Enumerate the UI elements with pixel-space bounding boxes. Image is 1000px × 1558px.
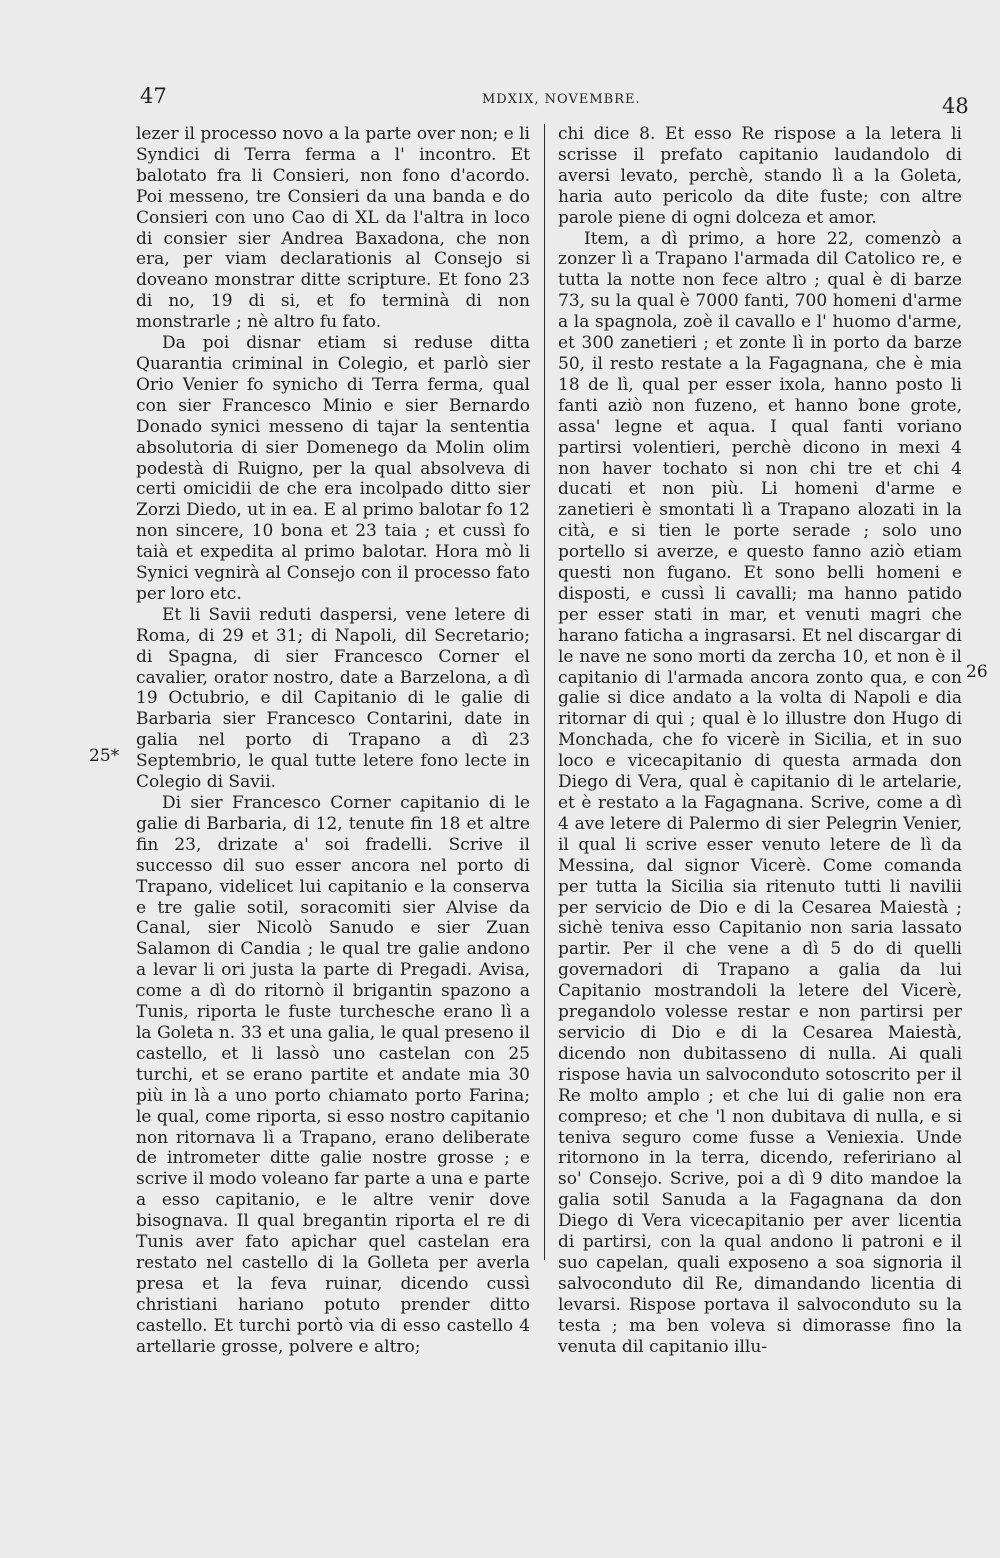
page-number-right: 48: [942, 94, 969, 118]
page-header: [0, 84, 1000, 124]
left-column: [136, 124, 530, 1357]
right-column: [558, 124, 962, 1357]
page-number-left: 47: [140, 84, 167, 108]
column-divider: [544, 124, 545, 1260]
left-paragraph-3: Et li Savii reduti daspersi, vene letere di Roma, di 29 et 31; di Napoli, dil Secretario; di Spagna, di sier Francesco Corner el cavalier, orator nostro, date a Barzelona, a dì 19 Octubrio, e dil Capitanio di le galie di Barbaria sier Francesco Contarini, date in galia nel porto di Trapano a dì 23 Septembrio, le qual tutte letere fono lecte in Colegio di Savii.: [136, 604, 530, 793]
right-paragraph-2: Item, a dì primo, a hore 22, comenzò a zonzer lì a Trapano l'armada dil Catolico re, e tutta la notte non fece altro ; qual è di barze 73, su la qual è 7000 fanti, 700 homeni d'arme a la spagnola, zoè il cavallo e l' huomo d'arme, et 300 zanetieri ; et zonte lì in porto da barze 50, il resto restate a la Fagagnana, che è mia 18 de lì, qual per esser ixola, hanno posto li fanti aziò non fuzeno, et hanno bone grote, assa' legne et aqua. I qual fanti voriano partirsi volentieri, perchè dicono in mexi 4 non haver tochato si non chi tre et chi 4 ducati et non più. Li homeni d'arme e zanetieri è smontati lì a Trapano alozati in la cità, e si tien le porte serade ; solo uno portello si averze, e questo fanno aziò etiam questi non fugano. Et sono belli homeni e disposti, e cussì li cavalli; ma hanno patido per esser stati in mar, et venuti magri che harano faticha a ingrasarsi. Et nel discargar di le nave ne sono morti da zercha 10, et non è il capitanio di l'armada ancora zonto qua, e con galie si dice andato a la volta di Napoli e dia ritornar di qui ; qual è lo illustre don Hugo di Monchada, che fo vicerè in Sicilia, et in suo loco e vicecapitanio di questa armada don Diego di Vera, qual è capitanio di le artelarie, et è restato a la Fagagnana. Scrive, come a dì 4 ave letere di Palermo di sier Pelegrin Venier, il qual li scrive esser venuto letere de lì da Messina, dal signor Vicerè. Come comanda per tutta la Sicilia sia ritenuto tutti li navilii per servicio de Dio e di la Cesarea Maiestà ; sichè teniva esso Capitanio non saria lassato partir. Per il che vene a dì 5 do di quelli governadori di Trapano a galia da lui Capitanio mostrandoli la letere del Vicerè, pregandolo volesse restar e non partirsi per servicio di Dio e di la Cesarea Maiestà, dicendo non dubitasseno di nulla. Ai quali rispose havia un salvoconduto sotoscrito per il Re molto amplo ; et che lui di galie non era compreso; et che 'l non dubitava di nulla, e si teniva seguro come fusse a Veniexia. Unde ritornono in la terra, dicendo, refeririano al so' Consejo. Scrive, poi a dì 9 dito mandoe la galia sotil Sanuda a la Fagagnana da don Diego di Vera vicecapitanio per aver licentia di partirsi, con la qual andono li patroni e il suo capelan, quali exposeno a soa signoria il salvoconduto dil Re, dimandando licentia di levarsi. Rispose portava il salvoconduto su la testa ; ma ben voleva si dimorasse fino la venuta dil capitanio illu-: [558, 228, 962, 1357]
margin-note-right: 26: [966, 662, 988, 682]
right-paragraph-1: chi dice 8. Et esso Re rispose a la letera li scrisse il prefato capitanio laudandolo di aversi levato, perchè, stando lì a la Goleta, haria auto pericolo da dite fuste; con altre parole piene di ogni dolceza et amor.: [558, 124, 962, 228]
left-paragraph-1: lezer il processo novo a la parte over non; e li Syndici di Terra ferma a l' incontro. Et balotato fra li Consieri, non fono d'acordo. Poi messeno, tre Consieri da una banda e do Consieri con uno Cao di XL da l'altra in loco di consier sier Andrea Baxadona, che non era, per viam declarationis al Consejo si doveano monstrar ditte scripture. Et fono 23 di no, 19 di si, et fo terminà di non monstrarle ; nè altro fu fato.: [136, 124, 530, 333]
running-title: MDXIX, NOVEMBRE.: [482, 92, 641, 107]
left-paragraph-2: Da poi disnar etiam si reduse ditta Quarantia criminal in Colegio, et parlò sier Orio Venier fo synicho di Terra ferma, qual con sier Francesco Minio e sier Bernardo Donado synici messeno di tajar la sententia absolutoria di sier Domenego da Molin olim podestà di Ruigno, per la qual absolveva di certi omicidii de che era incolpado ditto sier Zorzi Diedo, ut in ea. E al primo balotar fo 12 non sincere, 10 bona et 23 taia ; et cussì fo taià et expedita al primo balotar. Hora mò li Synici vegnirà al Consejo con il processo fato per loro etc.: [136, 333, 530, 604]
left-paragraph-4: Di sier Francesco Corner capitanio di le galie di Barbaria, di 12, tenute fin 18 et altre fin 23, drizate a' soi fradelli. Scrive il successo dil suo esser ancora nel porto di Trapano, videlicet lui capitanio e la conserva e tre galie sotil, soracomiti sier Alvise da Canal, sier Nicolò Sanudo e sier Zuan Salamon di Candia ; le qual tre galie andono a levar li ori justa la parte di Pregadi. Avisa, come a dì do ritornò il brigantin spazono a Tunis, riporta le fuste turchesche erano lì a la Goleta n. 33 et una galia, le qual preseno il castello, et li lassò uno castelan con 25 turchi, et se erano partite et andate mia 30 più in là a uno porto chiamato porto Farina; le qual, come riporta, si esso nostro capitanio non ritornava lì a Trapano, erano deliberate de intrometer ditte galie nostre grosse ; e scrive il modo voleano far parte a una e parte a esso capitanio, e le altre venir dove bisognava. Il qual bregantin riporta el re di Tunis aver fato apichar quel castelan era restato nel castello di la Golleta per averla presa et la feva ruinar, dicendo cussì christiani hariano potuto prender ditto castello. Et turchi portò via di esso castello 4 artellarie grosse, polvere e altro;: [136, 793, 530, 1357]
margin-note-left: 25*: [89, 746, 120, 766]
